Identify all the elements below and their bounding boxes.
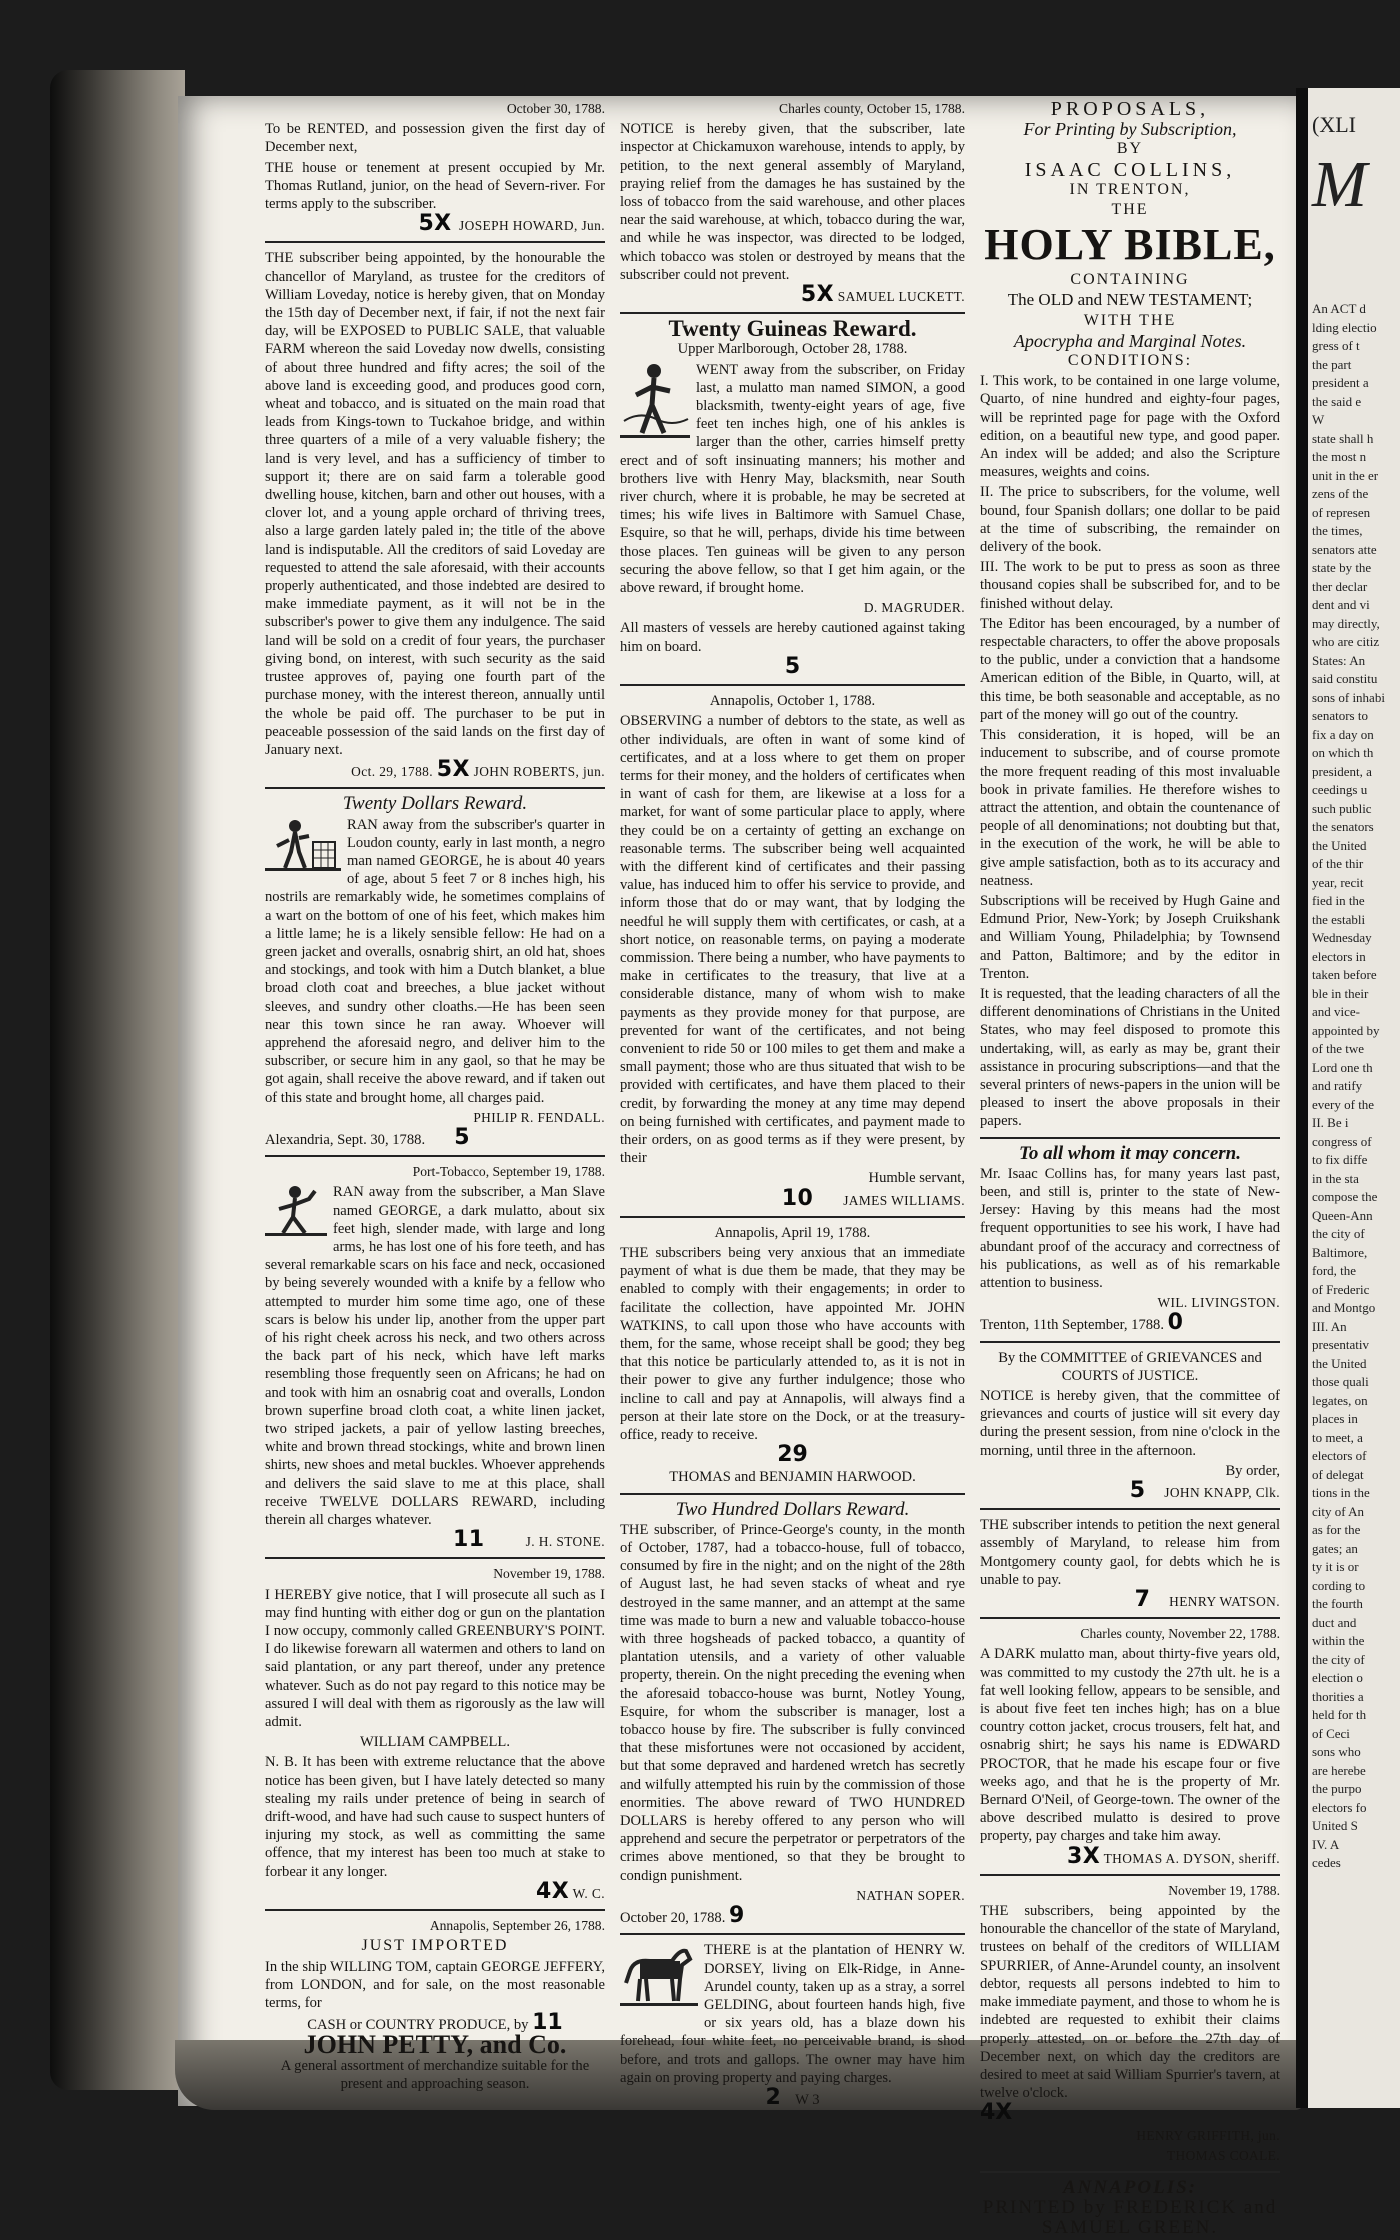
ad-text: OBSERVING a number of debtors to the state, as well as other individuals, are often in want of some kind of certificates, and at a loss where to get them on proper terms for their money, and the holders of certificates when in want of cash for them, are likewise at a loss for a market, for want of some particular place to apply, where they could be on a certainty of getting an exchange on reasonable terms. The subscriber being well acquainted with the different kind of certificates and their passing value, has induced him to offer his service to provide, and inform those that do or may want, that by lodging the needful he will supply them with certificates, or cash, at a short notice, on reasonable terms, on paying a moderate commission. There being a number, who have payments to make in certificates to the treasury, that live at a considerable distance, many of whom wish to make payments as they provide money for that purpose, are prevented for want of the certificates, and not being convenient to ride 50 or 100 miles to get them and make a small payment; those who are thus situated that wish to be provided with certificates, and have them placed to their credit, by forwarding the money at any time may depend on being furnished with certificates, and payment made to their orders, on as good terms as if they were present, by their	[620, 713, 965, 1167]
pencil-mark: 5X	[800, 282, 834, 308]
ad-text: RAN away from the subscriber, a Man Slave named GEORGE, a dark mulatto, about six feet high, slender made, with large and long arms, he has lost one of his fore teeth, and has several remarkable scars on his face and neck, occasioned by being severely wounded with a knife by a fellow who attempted to murder him some time ago, one of these scars is below his under lip, another from the upper part of his right cheek across his neck, and two others across the back part of his neck, which have left marks resembling those frequently seen on Africans; he had on and took with him an osnabrig coat and overalls, London brown superfine broad cloth coat, a white linen jacket, two striped jackets, a pair of yellow lasting breeches, white and brown thread stockings, white and brown linen shirts, new shoes and metal buckles. Whoever apprehends and delivers the said slave to me at this place, shall receive TWELVE DOLLARS REWARD, including therein all charges whatever.	[265, 1184, 605, 1529]
ad-date: Charles county, October 15, 1788.	[779, 101, 965, 116]
ad-text: To be RENTED, and possession given the first day of December next,	[265, 121, 605, 156]
next-page-fragment: Baltimore,	[1312, 1244, 1368, 1260]
next-page-fragment: places in	[1312, 1411, 1358, 1426]
ad-signature: JOHN KNAPP, Clk.	[1164, 1485, 1280, 1501]
next-page-fragment: the most n	[1312, 449, 1367, 464]
proposal-with: WITH THE	[1083, 311, 1177, 329]
ad-heading: Twenty Dollars Reward.	[342, 793, 528, 815]
proposal-paragraph: The Editor has been encouraged, by a number of respectable characters, to offer the above proposals to the public, under a conviction that a handsome American edition of the Bible, in Quarto, will, at this time, be both seasonable and acceptable, as no part of the money will go out of the country.	[980, 615, 1280, 723]
proposal-the: THE	[1111, 201, 1149, 219]
next-page-fragment: ford, the	[1312, 1263, 1357, 1278]
next-page-title: M	[1312, 148, 1367, 221]
ad-signature: THOMAS A. DYSON, sheriff.	[1103, 1850, 1280, 1866]
holy-bible-title: HOLY BIBLE,	[984, 220, 1276, 270]
next-page-fragment: W	[1312, 412, 1325, 427]
next-page-fragment: as for the	[1312, 1522, 1361, 1537]
next-page-fragment: sons of inhabi	[1312, 689, 1385, 705]
column-1	[265, 100, 605, 2095]
next-page-fragment: are herebe	[1312, 1762, 1366, 1778]
rule	[620, 1933, 965, 1935]
next-page-fragment: sons who	[1312, 1744, 1361, 1759]
ad-date: November 19, 1788.	[1168, 1882, 1280, 1898]
ad-signature: NATHAN SOPER.	[856, 1887, 965, 1903]
ad-text: THE subscribers being very anxious that an immediate payment of what is due them be made, that they may be enabled to comply with their engagements; in order to facilitate the collection, have appointed Mr. JOHN WATKINS, to call upon those who have accounts with them, for the same, whose receipt shall be good; they beg that this notice be particularly attended to, as it is not in their power to give any further indulgence; those who incline to call and pay at Annapolis, will always find a person at their late store on the Dock, or at the treasury-office, ready to receive.	[620, 1244, 965, 1444]
next-page-fragment: ty it is or	[1312, 1559, 1359, 1574]
next-page-header: (XLI	[1312, 112, 1356, 137]
ad-date: Upper Marlborough, October 28, 1788.	[677, 341, 908, 358]
next-page-fragment: the United	[1312, 1355, 1367, 1371]
conditions-heading: CONDITIONS:	[1067, 352, 1193, 370]
rule	[265, 787, 605, 789]
next-page-fragment: the said e	[1312, 393, 1362, 409]
runaway-woodcut-icon	[265, 816, 341, 883]
next-page-fragment: An ACT d	[1312, 301, 1366, 316]
ad-signature: HENRY WATSON.	[1169, 1594, 1280, 1610]
ad-text: In the ship WILLING TOM, captain GEORGE JEFFERY, from LONDON, and for sale, on the most reasonable terms, for	[265, 1958, 605, 2011]
next-page-fragment: appointed by	[1312, 1022, 1380, 1038]
proposal-paragraph: It is requested, that the leading characters of all the different denominations of Christians in the United States, who may feel disposed to promote this undertaking, will, as early as may be, grant their assistance in procuring subscriptions—and that the several printers of news-papers in the union will be pleased to insert the above proposals in their papers.	[980, 985, 1280, 1130]
horse-woodcut-icon	[620, 1941, 698, 2014]
rule	[980, 1508, 1280, 1510]
ad-signature: WIL. LIVINGSTON.	[1157, 1295, 1280, 1311]
page-signature: W 3	[795, 2091, 820, 2108]
next-page-fragment: II. Be i	[1312, 1115, 1349, 1130]
rule	[980, 2171, 1280, 2173]
ad-text: THERE is at the plantation of HENRY W. DORSEY, living on Elk-Ridge, in Anne-Arundel county, taken up as a stray, a sorrel GELDING, about fourteen hands high, five or six years old, has a blaze down his forehead, four white feet, no perceivable brand, is shod before, and trots and gallops. The owner may have him again on proving property and paying charges.	[620, 1942, 965, 2086]
next-page-fragment: cording to	[1312, 1577, 1366, 1593]
condition-1: I. This work, to be contained in one large volume, Quarto, of nine hundred and eighty-four pages, will be reprinted page for page with the Oxford edition, on a beautiful new type, and good paper. An index will be added; and also the Scripture measures, weights and coins.	[980, 373, 1280, 481]
next-page-fragment: legates, on	[1312, 1392, 1368, 1408]
next-page-fragment: year, recit	[1312, 874, 1364, 890]
ad-signature: WILLIAM CAMPBELL.	[360, 1734, 510, 1751]
ad-text: THE house or tenement at present occupied by Mr. Thomas Rutland, junior, on the head of Severn-river. For terms apply to the subscriber.	[265, 159, 605, 213]
ad-text: NOTICE is hereby given, that the subscriber, late inspector at Chickamuxon warehouse, intends to apply, by petition, to the next general assembly of Maryland, praying relief from the damages he has sustained by the loss of tobacco from the said warehouse, and other places near the said warehouse, at which, tobacco during the war, and while he was inspector, was directed to be lodged, which tobacco was stolen or destroyed by means that the subscriber could not prevent.	[620, 121, 965, 283]
ad-signature: W. C.	[572, 1885, 605, 1901]
next-page-fragment: zens of the	[1312, 486, 1369, 501]
pencil-mark: 4X	[980, 2100, 1013, 2126]
next-page-fragment: unit in the er	[1312, 467, 1379, 483]
pencil-mark: 7	[1134, 1587, 1151, 1613]
next-page-fragment: of Ceci	[1312, 1725, 1350, 1741]
rule	[620, 684, 965, 686]
next-page-fragment: those quali	[1312, 1374, 1369, 1389]
next-page-fragment: tions in the	[1312, 1485, 1370, 1500]
next-page-fragment: Queen-Ann	[1312, 1207, 1373, 1223]
proposal-containing: CONTAINING	[1070, 271, 1190, 289]
rule	[620, 1216, 965, 1218]
pencil-mark: 4X	[536, 1878, 570, 1904]
next-page-fragment: in the sta	[1312, 1170, 1359, 1186]
rule	[620, 312, 965, 314]
ad-text: CASH or COUNTRY PRODUCE, by	[307, 2017, 529, 2034]
pencil-mark: 2	[765, 2084, 781, 2110]
next-page-fragment: III. An	[1312, 1318, 1347, 1334]
next-page-fragment: may directly,	[1312, 615, 1380, 631]
pencil-mark: 11	[532, 2010, 563, 2036]
pencil-mark: 0	[1167, 1310, 1183, 1336]
next-page-fragment: president a	[1312, 375, 1369, 390]
next-page-fragment: presentativ	[1312, 1337, 1370, 1352]
next-page-fragment: of delegat	[1312, 1466, 1364, 1482]
runaway-woodcut-icon	[265, 1183, 327, 1246]
ad-text: THE subscriber intends to petition the next general assembly of Maryland, to release him from Montgomery county gaol, for debts which he is unable to pay.	[980, 1517, 1280, 1588]
rule	[980, 1341, 1280, 1343]
next-page-fragment: on which th	[1312, 745, 1374, 760]
proposal-testaments: The OLD and NEW TESTAMENT;	[1007, 290, 1253, 310]
next-page-fragment: the city of	[1312, 1226, 1365, 1241]
next-page-fragment: fied in the	[1312, 893, 1365, 908]
next-page-fragment: taken before	[1312, 967, 1377, 982]
ad-date: Port-Tobacco, September 19, 1788.	[412, 1164, 605, 1180]
next-page-fragment: of represen	[1312, 504, 1371, 520]
ad-signature: JOSEPH HOWARD, Jun.	[459, 218, 605, 234]
next-page-fragment: States: An	[1312, 652, 1366, 668]
ad-text: A general assortment of merchandize suitable for the present and approaching season.	[280, 2057, 590, 2092]
next-page-fragment: fix a day on	[1312, 726, 1374, 742]
column-3	[980, 100, 1280, 2240]
ad-signature: JAMES WILLIAMS.	[843, 1192, 965, 1208]
runaway-woodcut-icon	[620, 361, 690, 446]
pencil-mark: 9	[729, 1903, 745, 1929]
ad-signature: THOMAS and BENJAMIN HARWOOD.	[669, 1469, 916, 1486]
ad-date: November 19, 1788.	[493, 1566, 605, 1582]
next-page-fragment: senators to	[1312, 708, 1368, 723]
next-page-fragment: dent and vi	[1312, 597, 1370, 612]
ad-date: Oct. 29, 1788.	[351, 764, 434, 780]
ad-text: All masters of vessels are hereby cautioned against taking him on board.	[620, 620, 965, 655]
imprint-city: ANNAPOLIS:	[1062, 2176, 1197, 2198]
next-page-fragment: of Frederic	[1312, 1281, 1370, 1297]
next-page-fragment: to fix diffe	[1312, 1152, 1368, 1167]
next-page-fragment: and ratify	[1312, 1078, 1363, 1093]
pencil-mark: 5	[784, 653, 801, 679]
ad-text: THE subscribers, being appointed by the honourable the chancellor of the state of Maryland, trustees on behalf of the creditors of WILLIAM SPURRIER, of Anne-Arundel county, an insolvent debtor, requests all persons indebted to him to make immediate payment, and those to whom he is indebted are requested to exhibit their claims properly attested, on or before the 27th day of December next, on which day the creditors are desired to meet at said William Spurrier's tavern, at twelve o'clock.	[980, 1903, 1280, 2102]
next-page-fragment: held for th	[1312, 1707, 1367, 1722]
next-page-fragment: Lord one th	[1312, 1059, 1373, 1075]
ad-heading: Two Hundred Dollars Reward.	[675, 1498, 910, 1520]
ad-signature: PHILIP R. FENDALL.	[473, 1109, 605, 1125]
next-page-fragment: electors in	[1312, 948, 1366, 964]
next-page-fragment: United S	[1312, 1818, 1358, 1833]
ad-text: A DARK mulatto man, about thirty-five years old, was committed to my custody the 27th ult. he is a fat well looking fellow, appears to be sensible, and is about five feet ten inches high; has on a blue country cotton jacket, crocus trousers, felt hat, and osnabrig shirt; he says his name is EDWARD PROCTOR, that he made his escape four or five weeks ago, and that he is the property of Mr. Bernard O'Neil, of George-town. The owner of the above described mulatto is desired to prove property, pay charges and take him away.	[980, 1646, 1280, 1845]
pencil-mark: 3X	[1067, 1843, 1101, 1869]
next-page-fragment: such public	[1312, 800, 1372, 816]
imprint-printer: SAMUEL GREEN.	[1041, 2217, 1219, 2239]
next-page-fragment: cedes	[1312, 1855, 1341, 1870]
pencil-mark: 11	[453, 1527, 485, 1553]
ad-text: RAN away from the subscriber's quarter in Loudon county, early in last month, a negro man named GEORGE, he is about 40 years of age, about 5 feet 7 or 8 inches high, his nostrils are remarkably wide, he sometimes complains of a wart on the bottom of one of his feet, which makes him a little lame; he is a likely sensible fellow: He had on a green jacket and overalls, osnabrig shirt, an old hat, shoes and stockings, and took with him a Dutch blanket, a blue broad cloth coat and breeches, a blue jacket without sleeves, and sundry other cloaths.—He has been seen near this town since he ran away. Whoever will apprehend the aforesaid negro, and deliver him to the subscriber, or secure him in any gaol, so that he may be got again, shall receive the above reward, and if taken out of this state and brought home, all charges paid.	[265, 816, 605, 1106]
ad-date: October 20, 1788.	[620, 1910, 726, 1927]
next-page-fragment: and vice-	[1312, 1004, 1361, 1019]
next-page-fragment: election o	[1312, 1670, 1363, 1685]
next-page-fragment: the establi	[1312, 911, 1366, 927]
ad-date: Charles county, November 22, 1788.	[1080, 1626, 1280, 1642]
ad-signature: D. MAGRUDER.	[863, 600, 965, 616]
ad-date: Annapolis, October 1, 1788.	[709, 693, 876, 710]
proposal-place: IN TRENTON,	[1069, 180, 1191, 198]
ad-text: N. B. It has been with extreme reluctance that the above notice has been given, but I have lately detected so many stealing my rails under pretence of being in search of drift-wood, and have had such cause to suspect hunters of injuring my stock, as well as committing the same offence, that my interest has been too much at stake to forbear it any longer.	[265, 1754, 605, 1880]
proposal-subtitle: For Printing by Subscription,	[1023, 119, 1237, 140]
condition-3: III. The work to be put to press as soon as three thousand copies shall be subscribed for, and to be finished without delay.	[980, 559, 1280, 612]
next-page-fragment: the fourth	[1312, 1596, 1363, 1611]
next-page-fragment: the United	[1312, 837, 1367, 853]
pencil-mark: 5	[454, 1124, 470, 1150]
next-page-fragment: every of the	[1312, 1096, 1375, 1112]
ad-heading: JUST IMPORTED	[361, 1937, 509, 1955]
next-page-fragment: gress of t	[1312, 338, 1360, 353]
proposal-title: PROPOSALS,	[1050, 98, 1210, 120]
ad-signature: THOMAS COALE.	[1166, 2147, 1280, 2163]
rule	[980, 1617, 1280, 1619]
ad-heading: JOHN PETTY, and Co.	[303, 2030, 567, 2060]
next-page-fragment: gates; an	[1312, 1540, 1358, 1556]
ad-text: THE subscriber, of Prince-George's county, in the month of October, 1787, had a tobacco-house, full of tobacco, consumed by fire in the night; and on the night of the 28th of August last, he had seven stacks of wheat and rye destroyed in the same manner, and an attempt at the same time was made to burn a new and valuable tobacco-house with three hogsheads of packed tobacco, a quantity of plantation utensils, and a variety of other valuable property, therein. On the night preceding the evening when the aforesaid tobacco-house was burnt, Notley Young, Esquire, for whom the subscriber is manager, lost a tobacco house by fire. The subscriber is fully convinced that these misfortunes were not occasioned by accident, but that some depraved and hardened wretch has secretly and wilfully attempted his ruin by the commission of those enormities. The above reward of TWO HUNDRED DOLLARS is hereby offered to any person who will apprehend and secure the perpetrator or perpetrators of the crimes above mentioned, so that they be brought to condign punishment.	[620, 1521, 965, 1884]
next-page-fragment: compose the	[1312, 1189, 1378, 1204]
ad-text: Humble servant,	[868, 1170, 965, 1187]
rule	[265, 241, 605, 243]
next-page-text	[1312, 300, 1400, 1873]
next-page-fragment: electors of	[1312, 1448, 1367, 1463]
next-page-fragment: lding electio	[1312, 319, 1377, 335]
next-page-fragment: within the	[1312, 1633, 1365, 1648]
ad-date: Trenton, 11th September, 1788.	[980, 1317, 1164, 1334]
ad-text: THE subscriber being appointed, by the honourable the chancellor of Maryland, as trustee for the creditors of William Loveday, notice is hereby given, that on Monday the 15th day of December next, if fair, if not the next fair day, will be EXPOSED to PUBLIC SALE, that valuable FARM whereon the said Loveday now dwells, consisting of about three hundred and fifty acres; the soil of the above land is exceeding good, and produces good corn, wheat and tobacco, and is situated on the main road that leads from Kings-town to Tuckahoe bridge, and within three quarters of a mile of a very valuable fishery; the land is very level, and has a sufficiency of timber to support it; there are on said farm a tolerable good dwelling house, kitchen, barn and other out houses, with a clover lot, and a young apple orchard of thriving trees, also a large garden lately paled in; the title of the above land is indisputable. All the creditors of said Loveday are requested to attend the sale aforesaid, with their accounts properly authenticated, and those indebted are desired to make immediate payment, as it will not be in the subscriber's power to give them any indulgence. The said land will be sold on a credit of four years, the purchaser giving bond, on interest, with such security as the said trustee approves of, paying one fourth part of the purchase money, with the interest thereon, annually until the whole be paid off. The purchaser to be put in peaceable possession of the said lands on the first day of January next.	[265, 250, 605, 758]
next-page-fragment: ble in their	[1312, 985, 1369, 1001]
ad-signature: JOHN ROBERTS, jun.	[473, 764, 605, 780]
next-page-fragment: the purpo	[1312, 1781, 1362, 1796]
rule	[265, 1155, 605, 1157]
book-spine	[50, 70, 185, 2090]
next-page-fragment: electors fo	[1312, 1799, 1367, 1815]
next-page-fragment: congress of	[1312, 1133, 1372, 1149]
condition-2: II. The price to subscribers, for the volume, well bound, four Spanish dollars; one dollar to be paid at the time of subscribing, the remainder on delivery of the book.	[980, 484, 1280, 556]
ad-date: October 30, 1788.	[506, 101, 605, 116]
next-page-fragment: IV. A	[1312, 1836, 1340, 1852]
next-page-fragment: ceedings u	[1312, 782, 1368, 797]
ad-heading: Twenty Guineas Reward.	[668, 316, 917, 342]
next-page-fragment: the senators	[1312, 819, 1374, 834]
next-page-fragment: the city of	[1312, 1651, 1365, 1667]
ad-heading: To all whom it may concern.	[1018, 1142, 1242, 1164]
rule	[265, 1557, 605, 1559]
imprint-printer: PRINTED by FREDERICK and	[982, 2197, 1278, 2219]
next-page-fragment: said constitu	[1312, 671, 1378, 686]
proposal-by: BY	[1116, 140, 1144, 158]
rule	[980, 1874, 1280, 1876]
rule	[265, 1909, 605, 1911]
next-page-fragment: city of An	[1312, 1503, 1364, 1519]
next-page-fragment: of the thir	[1312, 856, 1364, 871]
proposal-author: ISAAC COLLINS,	[1024, 158, 1236, 181]
ad-signature: HENRY GRIFFITH, jun.	[1136, 2127, 1280, 2143]
ad-signature: J. H. STONE.	[525, 1534, 605, 1550]
next-page-fragment: the times,	[1312, 523, 1363, 538]
next-page-fragment: to meet, a	[1312, 1429, 1363, 1445]
pencil-mark: 29	[777, 1442, 808, 1468]
next-page-fragment: who are citiz	[1312, 634, 1380, 649]
ad-text: WENT away from the subscriber, on Friday last, a mulatto man named SIMON, a good blacksmith, twenty-eight years of age, five feet ten inches high, one of his ankles is larger than the other, carries himself pretty erect and of soft insinuating manners; his mother and brothers live with Henry May, blacksmith, near South river church, where it is probable, he may be secreted at times; his wife lives in Baltimore with Samuel Chase, Esquire, so that he will, perhaps, divide his time between those places. Ten guineas will be given to any person securing the above fellow, so that I get him again, or the above reward, if brought home.	[620, 361, 965, 597]
next-page-fragment: and Montgo	[1312, 1300, 1376, 1315]
ad-text: NOTICE is hereby given, that the committee of grievances and courts of justice will sit every day during the present session, from nine o'clock in the morning, until three in the afternoon.	[980, 1388, 1280, 1459]
ad-signature: SAMUEL LUCKETT.	[837, 289, 965, 305]
proposal-paragraph: Subscriptions will be received by Hugh Gaine and Edmund Prior, New-York; by Joseph Cruikshank and William Young, Philadelphia; by Townsend and Patton, Baltimore; and by the editor in Trenton.	[980, 892, 1280, 982]
ad-date: Alexandria, Sept. 30, 1788.	[265, 1131, 426, 1148]
rule	[980, 1137, 1280, 1139]
pencil-mark: 5X	[436, 757, 470, 783]
next-page-fragment: president, a	[1312, 763, 1372, 779]
next-page-fragment: duct and	[1312, 1614, 1357, 1630]
next-page-fragment: senators atte	[1312, 541, 1377, 557]
column-2	[620, 100, 965, 2111]
next-page-fragment: state shall h	[1312, 430, 1374, 446]
ad-date: Annapolis, September 26, 1788.	[429, 1918, 605, 1934]
pencil-mark: 5	[1129, 1478, 1146, 1504]
pencil-mark: 10	[781, 1185, 814, 1211]
ad-text: By order,	[1225, 1462, 1280, 1479]
next-page-fragment: the part	[1312, 356, 1352, 372]
proposal-paragraph: This consideration, it is hoped, will be an inducement to subscribe, and of course promote the more frequent reading of this most invaluable book in private families. He therefore wishes to attract the attention, and obtain the countenance of people of all denominations; not doubting but that, in the execution of the work, he will be able to give ample satisfaction, both as to its accuracy and neatness.	[980, 727, 1280, 889]
ad-text: I HEREBY give notice, that I will prosecute all such as I may find hunting with either dog or gun on the plantation I now occupy, commonly called GREENBURY'S POINT. I do likewise forewarn all watermen and others to land on said plantation, or any part thereof, under any pretence whatever. Such as do not pay regard to this notice may be assured I will deal with them as rigorously as the law will admit.	[265, 1586, 605, 1731]
ad-date: Annapolis, April 19, 1788.	[714, 1224, 871, 1241]
rule	[620, 1493, 965, 1495]
ad-heading: By the COMMITTEE of GRIEVANCES and COURTS of JUSTICE.	[998, 1349, 1262, 1384]
proposal-apocrypha: Apocrypha and Marginal Notes.	[1013, 330, 1247, 351]
next-page-fragment: ther declar	[1312, 578, 1368, 594]
next-page-fragment: state by the	[1312, 560, 1372, 575]
next-page-fragment: thorities a	[1312, 1688, 1364, 1704]
pencil-mark: 5X	[418, 211, 452, 237]
next-page-fragment: of the twe	[1312, 1041, 1364, 1056]
next-page-fragment: Wednesday	[1312, 930, 1372, 945]
ad-text: Mr. Isaac Collins has, for many years last past, been, and still is, printer to the state of New-Jersey: Having by this means had the most frequent opportunities to see his work, I have had abundant proof of the accuracy and correctness of his publications, as well as of his remarkable attention to business.	[980, 1165, 1280, 1291]
